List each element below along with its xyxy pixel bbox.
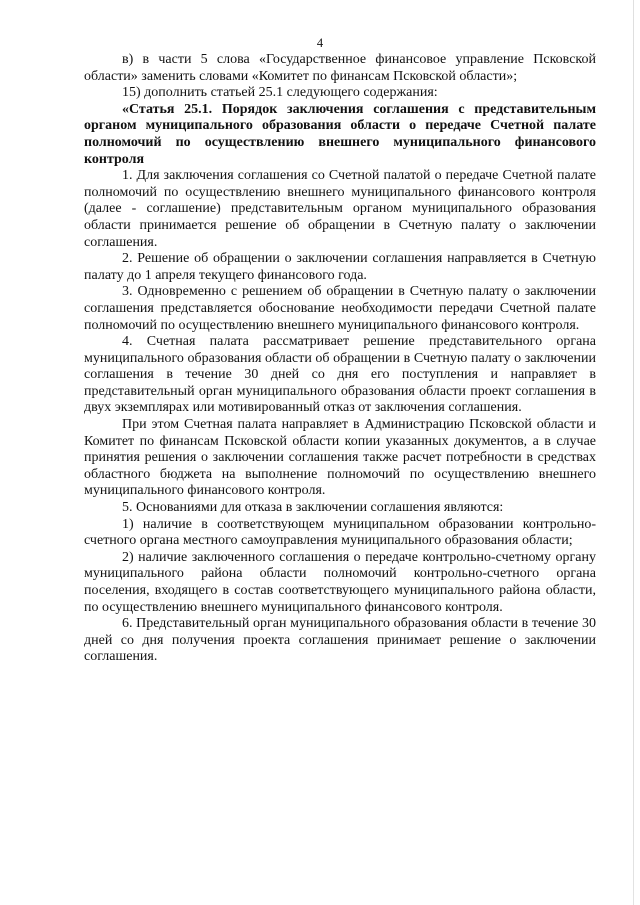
article-heading: «Статья 25.1. Порядок заключения соглашения с представительным органом муниципального образования области о передаче Счетной палате полномочий по осуществлению внешнего муниципального финансового контроля bbox=[84, 101, 596, 167]
page-number: 4 bbox=[316, 36, 324, 50]
scan-edge-line bbox=[633, 0, 634, 905]
paragraph-clause-5-item-2: 2) наличие заключенного соглашения о передаче контрольно-счетному органу муниципального района области полномочий контрольно-счетного органа поселения, входящего в состав соответствующего муниципального района области, по осуществлению внешнего муниципального финансового контроля. bbox=[84, 549, 596, 615]
paragraph-clause-4: 4. Счетная палата рассматривает решение представительного органа муниципального образования области об обращении в Счетную палату о заключении соглашения в течение 30 дней со дня его поступления и направляет в представительный орган муниципального образования области проект соглашения в двух экземплярах или мотивированный отказ от заключения соглашения. bbox=[84, 334, 596, 416]
paragraph-amendment-15: 15) дополнить статьей 25.1 следующего содержания: bbox=[122, 85, 438, 101]
paragraph-amendment-v: в) в части 5 слова «Государственное финансовое управление Псковской области» заменить словами «Комитет по финансам Псковской области»; bbox=[84, 52, 596, 84]
document-body bbox=[84, 52, 596, 666]
paragraph-clause-3: 3. Одновременно с решением об обращении в Счетную палату о заключении соглашения представляется обоснование необходимости передачи Счетной палате полномочий по осуществлению внешнего муниципального финансового контроля. bbox=[84, 284, 596, 333]
paragraph-clause-4-note: При этом Счетная палата направляет в Администрацию Псковской области и Комитет по финансам Псковской области копии указанных документов, а в случае принятия решения о заключении соглашения также расчет потребности в средствах областного бюджета на выполнение полномочий по осуществлению внешнего муниципального финансового контроля. bbox=[84, 417, 596, 499]
paragraph-clause-1: 1. Для заключения соглашения со Счетной палатой о передаче Счетной палате полномочий по осуществлению внешнего муниципального финансового контроля (далее - соглашение) представительным органом муниципального образования области принимается решение об обращении в Счетную палату о заключении соглашения. bbox=[84, 168, 596, 250]
paragraph-clause-5: 5. Основаниями для отказа в заключении соглашения являются: bbox=[122, 500, 504, 516]
paragraph-clause-5-item-1: 1) наличие в соответствующем муниципальном образовании контрольно-счетного органа местного самоуправления муниципального образования области; bbox=[84, 516, 596, 549]
paragraph-clause-6: 6. Представительный орган муниципального образования области в течение 30 дней со дня получения проекта соглашения принимает решение о заключении соглашения. bbox=[84, 616, 596, 665]
paragraph-clause-2: 2. Решение об обращении о заключении соглашения направляется в Счетную палату до 1 апреля текущего финансового года. bbox=[84, 251, 596, 283]
